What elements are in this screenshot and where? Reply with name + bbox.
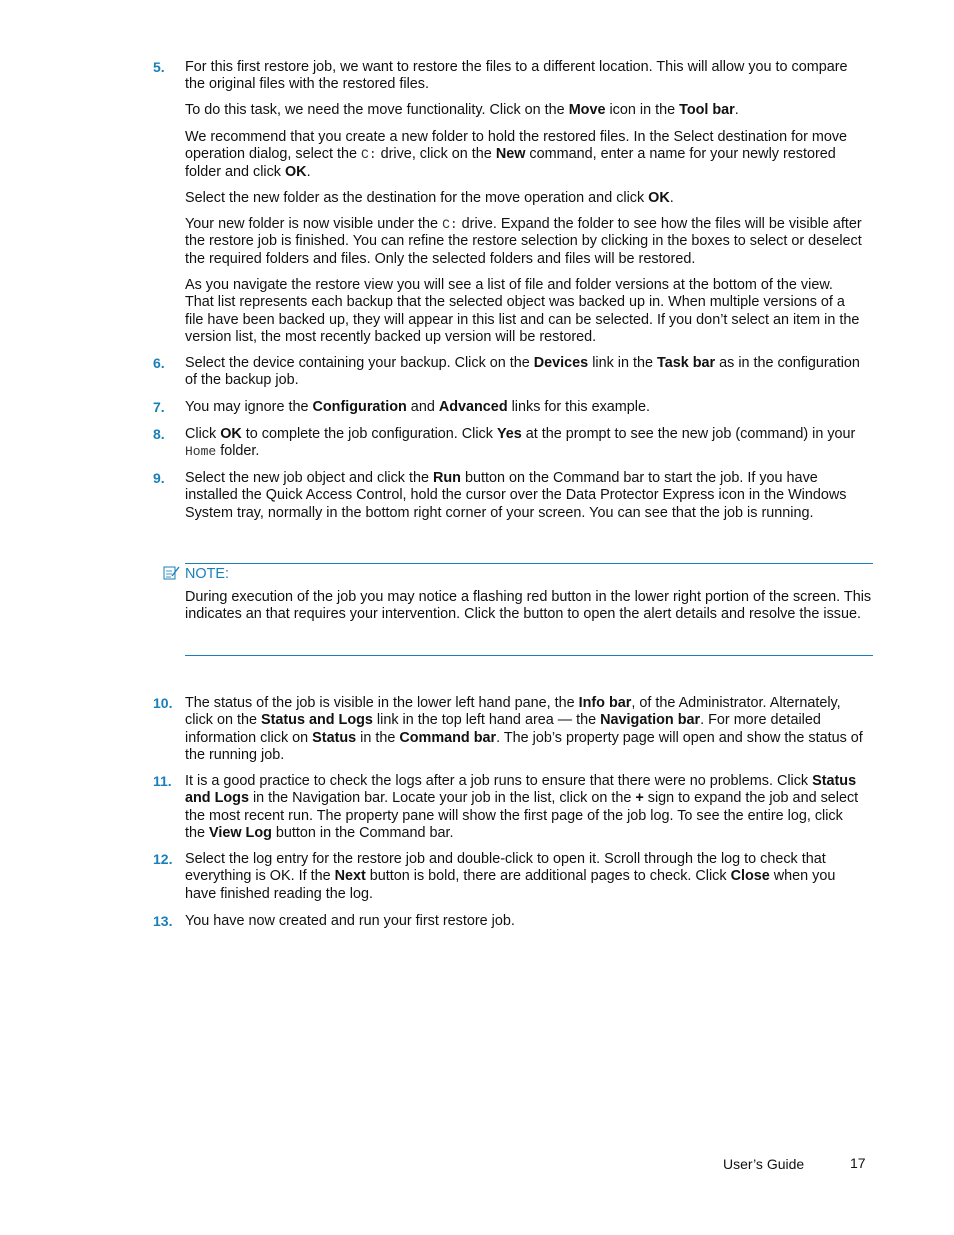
step-number: 6.	[153, 355, 165, 371]
step-number: 9.	[153, 470, 165, 486]
step-paragraph: It is a good practice to check the logs after a job runs to ensure that there were no problems. Click Status and Logs in the Navigation bar. Locate your job in the list, click on the + sign to expand the job and select the most recent run. The property pane will show the first page of the job log. To see the entire log, click the View Log button in the Command bar.	[185, 773, 859, 841]
step-paragraph: Select the device containing your backup. Click on the Devices link in the Task bar as in the configuration of the backup job.	[185, 355, 860, 389]
step-number: 8.	[153, 426, 165, 442]
step-paragraph: You have now created and run your first restore job.	[185, 913, 515, 929]
step-paragraph: To do this task, we need the move functionality. Click on the Move icon in the Tool bar.	[185, 102, 739, 118]
step-paragraph: For this first restore job, we want to restore the files to a different location. This will allow you to compare the original files with the restored files.	[185, 59, 848, 93]
note-bottom-rule	[185, 655, 873, 656]
step-number: 7.	[153, 399, 165, 415]
note-top-rule	[185, 563, 873, 564]
step-paragraph: As you navigate the restore view you will see a list of file and folder versions at the bottom of the view. That list represents each backup that the selected object was backed up in. When multiple versions of a file have been backed up, they will appear in this list and can be selected. If you don’t select an item in the version list, the most recently backed up version will be restored.	[185, 277, 860, 345]
step-number: 13.	[153, 913, 173, 929]
step-number: 12.	[153, 851, 173, 867]
step-paragraph: Your new folder is now visible under the C: drive. Expand the folder to see how the files will be visible after the restore job is finished. You can refine the restore selection by clicking in the boxes to select or deselect the required folders and files. Only the selected folders and files will be restored.	[185, 216, 862, 267]
step-paragraph: Select the new folder as the destination for the move operation and click OK.	[185, 190, 674, 206]
step-paragraph: The status of the job is visible in the lower left hand pane, the Info bar, of the Administrator. Alternately, click on the Status and Logs link in the top left hand area — the Navigation bar. For more detailed information click on Status in the Command bar. The job’s property page will open and show the status of the running job.	[185, 695, 863, 763]
note-text: During execution of the job you may notice a flashing red button in the lower right portion of the screen. This indicates an that requires your intervention. Click the button to open the alert details and resolve the issue.	[185, 589, 872, 623]
step-number: 11.	[153, 773, 172, 789]
step-paragraph: You may ignore the Configuration and Advanced links for this example.	[185, 399, 650, 415]
note-label: NOTE:	[185, 566, 229, 582]
page-number: 17	[850, 1155, 866, 1171]
step-paragraph: Select the new job object and click the Run button on the Command bar to start the job. If you have installed the Quick Access Control, hold the cursor over the Data Protector Express icon in the Windows System tray, normally in the bottom right corner of your screen. You can see that the job is running.	[185, 470, 847, 521]
step-number: 5.	[153, 59, 165, 75]
step-paragraph: We recommend that you create a new folder to hold the restored files. In the Select destination for move operation dialog, select the C: drive, click on the New command, enter a name for your newly restored folder and click OK.	[185, 129, 848, 180]
step-number: 10.	[153, 695, 173, 711]
footer-guide-title: User’s Guide	[723, 1156, 805, 1172]
step-paragraph: Click OK to complete the job configuration. Click Yes at the prompt to see the new job (command) in your Home folder.	[185, 426, 856, 460]
note-pencil-icon	[163, 565, 181, 581]
step-paragraph: Select the log entry for the restore job and double-click to open it. Scroll through the log to check that everything is OK. If the Next button is bold, there are additional pages to check. Click Close when you have finished reading the log.	[185, 851, 836, 902]
